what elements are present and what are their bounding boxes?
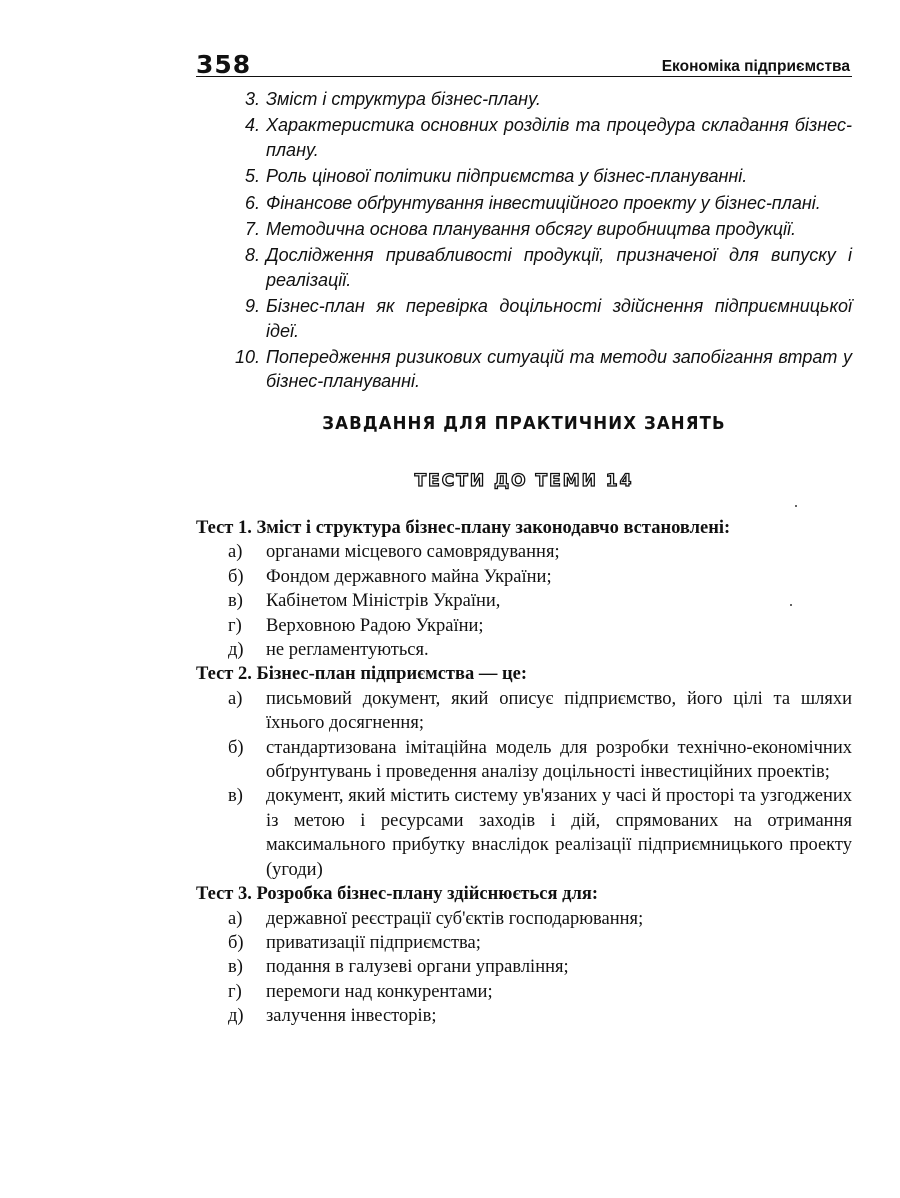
tests-section — [196, 516, 852, 1029]
question-text: Попередження ризикових ситуацій та методи запобігання втрат у бізнес-плануванні. — [266, 347, 852, 392]
option-text: приватизації підприємства; — [266, 932, 481, 953]
running-header — [196, 50, 852, 80]
test-title: Тест 3. Розробка бізнес-плану здійснюється для: — [196, 884, 599, 905]
answer-option — [196, 1004, 852, 1028]
option-letter: б) — [228, 737, 244, 758]
answer-option — [196, 687, 852, 736]
question-item — [226, 191, 852, 215]
review-questions-list — [226, 87, 852, 396]
section-heading: ЗАВДАННЯ ДЛЯ ПРАКТИЧНИХ ЗАНЯТЬ — [322, 413, 726, 434]
question-item — [226, 345, 852, 394]
question-item — [226, 294, 852, 343]
answer-option — [196, 784, 852, 882]
tests-subheading: ТЕСТИ ДО ТЕМИ 14 — [414, 471, 634, 491]
scan-speck — [790, 604, 792, 606]
option-letter: д) — [228, 640, 244, 661]
question-text: Роль цінової політики підприємства у бізнес-плануванні. — [266, 166, 748, 187]
option-letter: а) — [228, 542, 243, 563]
question-number: 10. — [234, 347, 260, 368]
answer-option — [196, 955, 852, 979]
option-letter: д) — [228, 1006, 244, 1027]
running-title: Економіка підприємства — [661, 58, 850, 75]
option-text: Кабінетом Міністрів України, — [266, 591, 501, 612]
question-text: Характеристика основних розділів та процедура складання бізнес-плану. — [266, 115, 852, 160]
question-text: Бізнес-план як перевірка доцільності здійснення підприємницької ідеї. — [266, 296, 852, 341]
question-number: 5. — [244, 166, 260, 187]
option-text: письмовий документ, який описує підприємство, його цілі та шляхи їхнього досягнення; — [266, 688, 852, 734]
option-letter: а) — [228, 688, 243, 709]
question-item — [226, 217, 852, 241]
page-number: 358 — [196, 50, 252, 79]
answer-option — [196, 638, 852, 662]
answer-option — [196, 736, 852, 785]
question-item — [226, 87, 852, 111]
option-letter: г) — [228, 981, 242, 1002]
option-text: стандартизована імітаційна модель для розробки технічно-економічних обґрунтувань і проведення аналізу доцільності інвестиційних проектів; — [266, 737, 852, 783]
question-number: 9. — [244, 296, 260, 317]
question-text: Зміст і структура бізнес-плану. — [266, 89, 541, 109]
answer-option — [196, 931, 852, 955]
option-letter: б) — [228, 932, 244, 953]
option-text: залучення інвесторів; — [266, 1006, 437, 1027]
answer-option — [196, 540, 852, 564]
question-number: 8. — [244, 245, 260, 266]
test-title: Тест 1. Зміст і структура бізнес-плану законодавчо встановлені: — [196, 518, 731, 538]
question-number: 7. — [244, 219, 260, 240]
answer-option — [196, 980, 852, 1004]
header-rule — [196, 76, 852, 77]
answer-option — [196, 614, 852, 638]
option-text: не регламентуються. — [266, 640, 429, 661]
option-letter: а) — [228, 908, 243, 929]
option-text: органами місцевого самоврядування; — [266, 542, 560, 563]
question-text: Методична основа планування обсягу виробництва продукції. — [266, 219, 797, 240]
option-letter: в) — [228, 957, 243, 978]
answer-option — [196, 565, 852, 589]
question-text: Фінансове обґрунтування інвестиційного проекту у бізнес-плані. — [266, 192, 821, 213]
option-text: перемоги над конкурентами; — [266, 981, 493, 1002]
answer-option — [196, 907, 852, 931]
question-item — [226, 113, 852, 162]
option-text: Верховною Радою України; — [266, 615, 484, 636]
option-letter: б) — [228, 566, 244, 587]
question-item — [226, 164, 852, 188]
scan-speck — [795, 505, 797, 507]
option-letter: г) — [228, 615, 242, 636]
option-text: документ, який містить систему ув'язаних у часі й просторі та узгоджених із метою і ресурсами заходів і дій, спрямованих на отримання максимального прибутку внаслідок реалізації підприємницького проекту (угоди) — [266, 786, 852, 880]
option-letter: в) — [228, 591, 243, 612]
test-3 — [196, 882, 852, 1028]
option-text: подання в галузеві органи управління; — [266, 957, 569, 978]
question-item — [226, 243, 852, 292]
option-text: державної реєстрації суб'єктів господарювання; — [266, 908, 644, 929]
question-text: Дослідження привабливості продукції, призначеної для випуску і реалізації. — [266, 245, 852, 290]
test-2 — [196, 662, 852, 882]
question-number: 3. — [244, 89, 260, 109]
option-text: Фондом державного майна України; — [266, 566, 552, 587]
question-number: 4. — [244, 115, 260, 136]
test-title: Тест 2. Бізнес-план підприємства — це: — [196, 664, 528, 685]
option-letter: в) — [228, 786, 243, 807]
question-number: 6. — [244, 192, 260, 213]
test-1 — [196, 516, 852, 662]
answer-option — [196, 589, 852, 613]
